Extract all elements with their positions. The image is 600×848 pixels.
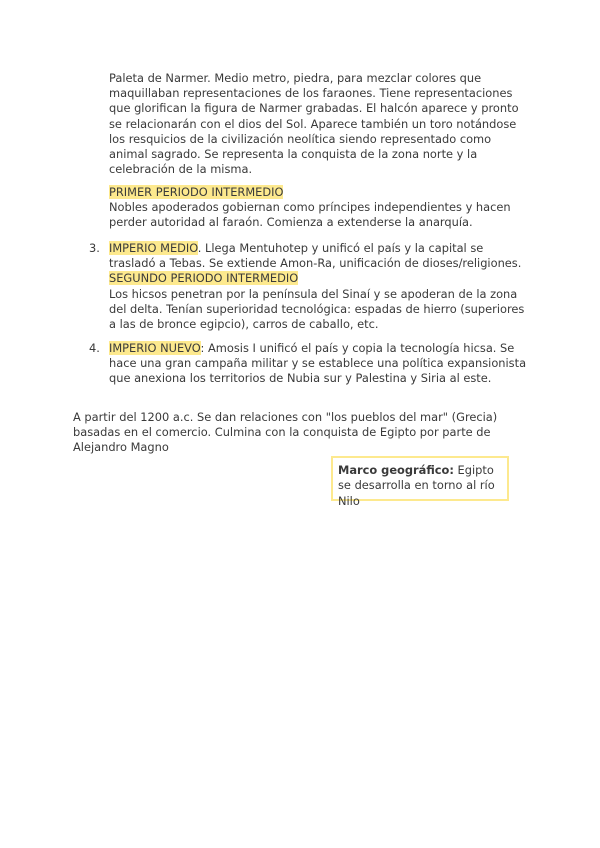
- middle-kingdom-text: . Llega Mentuhotep y unificó el país y la capital se trasladó a Tebas. Se extiende Amon-Ra, unificación de dioses/religiones.: [109, 241, 522, 271]
- list-number-3: 3.: [89, 241, 100, 255]
- first-intermediate-section: [109, 185, 529, 231]
- first-intermediate-title: PRIMER PERIODO INTERMEDIO: [109, 185, 284, 199]
- new-kingdom-text: : Amosis I unificó el país y copia la tecnología hicsa. Se hace una gran campaña militar y se establece una política expansionista que anexiona los territorios de Nubia sur y Palestina y Siria al este.: [109, 341, 527, 386]
- list-number-4: 4.: [89, 341, 100, 355]
- second-intermediate-text: Los hicsos penetran por la península del Sinaí y se apoderan de la zona del delta. Tenían superioridad tecnológica: espadas de hierro (superiores a las de bronce egipcio), carros de caballo, etc.: [109, 286, 525, 332]
- geo-box-label: Marco geográfico:: [338, 463, 454, 477]
- middle-kingdom-item: [109, 241, 529, 332]
- new-kingdom-item: [109, 341, 529, 387]
- geographic-frame-box: [331, 456, 509, 508]
- middle-kingdom-title: IMPERIO MEDIO: [109, 241, 198, 255]
- geo-box-text: Egipto se desarrolla en torno al río Nilo: [338, 463, 495, 508]
- narmer-paragraph: Paleta de Narmer. Medio metro, piedra, para mezclar colores que maquillaban representaciones de los faraones. Tiene representaciones que glorifican la figura de Narmer grabadas. El halcón aparece y pronto se relacionarán con el dios del Sol. Aparece también un toro notándose los resquicios de la civilización neolítica siendo representado como animal sagrado. Se representa la conquista de la zona norte y la celebración de la misma.: [109, 71, 519, 177]
- closing-paragraph: A partir del 1200 a.c. Se dan relaciones con "los pueblos del mar" (Grecia) basadas en el comercio. Culmina con la conquista de Egipto por parte de Alejandro Magno: [73, 410, 498, 455]
- first-intermediate-text: Nobles apoderados gobiernan como príncipes independientes y hacen perder autoridad al faraón. Comienza a extenderse la anarquía.: [109, 200, 511, 230]
- new-kingdom-title: IMPERIO NUEVO: [109, 341, 201, 355]
- second-intermediate-title: SEGUNDO PERIODO INTERMEDIO: [109, 271, 299, 286]
